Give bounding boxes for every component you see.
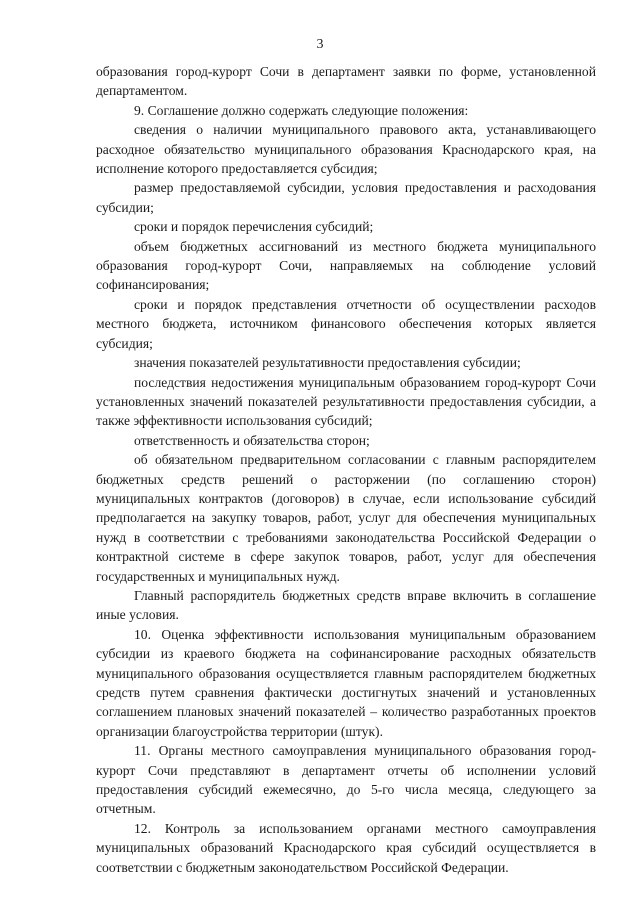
paragraph-other-conditions: Главный распорядитель бюджетных средств вправе включить в соглашение иные условия. <box>96 587 596 623</box>
paragraph-item-12: 12. Контроль за использованием органами местного самоуправления муниципальных образований Краснодарского края субсидий осуществляется в соответствии с бюджетным законодательством Российской Федерации. <box>96 820 596 875</box>
paragraph-reporting-terms: сроки и порядок представления отчетности об осуществлении расходов местного бюджета, источником финансового обеспечения которых является субсидия; <box>96 296 596 351</box>
paragraph-legal-act-info: сведения о наличии муниципального правового акта, устанавливающего расходное обязательство муниципального образования Краснодарского края, на исполнение которого предоставляется субсидия; <box>96 122 596 177</box>
paragraph-continuation: образования город-курорт Сочи в департамент заявки по форме, установленной департаментом. <box>96 64 596 99</box>
document-body <box>96 62 596 877</box>
paragraph-performance-indicators: значения показателей результативности предоставления субсидии; <box>134 355 521 371</box>
page-number: 3 <box>316 37 324 52</box>
paragraph-item-9: 9. Соглашение должно содержать следующие положения: <box>134 102 469 118</box>
paragraph-non-achievement-consequences: последствия недостижения муниципальным образованием город-курорт Сочи установленных значений показателей результативности предоставления субсидии, а также эффективности использования субсидий; <box>96 374 596 429</box>
paragraph-item-11: 11. Органы местного самоуправления муниципального образования город-курорт Сочи представляют в департамент отчеты об исполнении условий предоставления субсидий ежемесячно, до 5-го числа месяца, следующего за отчетным. <box>96 743 596 817</box>
paragraph-budget-allocations: объем бюджетных ассигнований из местного бюджета муниципального образования город-курорт Сочи, направляемых на соблюдение условий софинансирования; <box>96 238 596 293</box>
paragraph-prior-approval: об обязательном предварительном согласовании с главным распорядителем бюджетных средств решений о расторжении (по соглашению сторон) муниципальных контрактов (договоров) в случае, если использование субсидий предполагается на закупку товаров, работ, услуг для обеспечения муниципальных нужд в соответствии с требованиями законодательства Российской Федерации о контрактной системе в сфере закупок товаров, работ, услуг для обеспечения государственных и муниципальных нужд. <box>96 452 596 584</box>
paragraph-item-10: 10. Оценка эффективности использования муниципальным образованием субсидии из краевого бюджета на софинансирование расходных обязательств муниципального образования осуществляется главным распорядителем бюджетных средств путем сравнения фактически достигнутых значений и установленных соглашением плановых значений показателей – количество разработанных проектов организации благоустройства территории (штук). <box>96 626 596 739</box>
paragraph-responsibility: ответственность и обязательства сторон; <box>134 432 370 448</box>
paragraph-subsidy-amount: размер предоставляемой субсидии, условия предоставления и расходования субсидии; <box>96 180 596 215</box>
paragraph-transfer-terms: сроки и порядок перечисления субсидий; <box>134 219 374 235</box>
